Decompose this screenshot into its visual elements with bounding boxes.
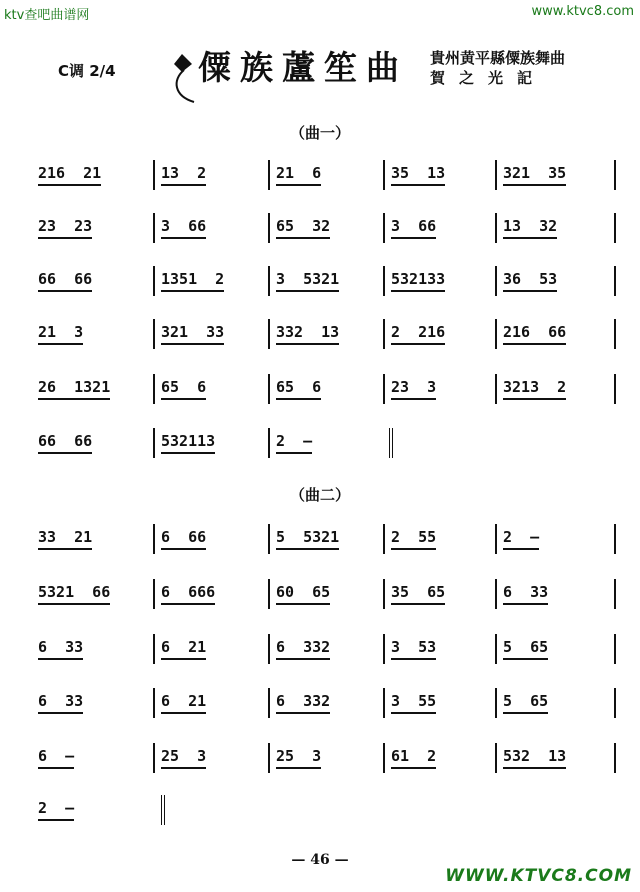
measure: 2 216 (383, 319, 496, 349)
measure: 216 66 (495, 319, 616, 349)
section-title: （曲一） (289, 124, 350, 142)
measure: 13 32 (495, 213, 616, 243)
source-transcriber: 賀之光記 (430, 69, 547, 87)
score-title: 僳族蘆笙曲 (198, 48, 408, 87)
measure: 532 13 (495, 743, 616, 773)
site-watermark-top-left: ktv查吧曲谱网 (4, 8, 90, 23)
measure: 25 3 (268, 743, 381, 773)
measure: 3 5321 (268, 266, 381, 296)
measure: 6 666 (153, 579, 266, 609)
measure: 332 13 (268, 319, 381, 349)
measure: 6 — (38, 743, 153, 773)
measure: 61 2 (383, 743, 496, 773)
measure: 6 66 (153, 524, 266, 554)
measure: 3 66 (153, 213, 266, 243)
site-watermark-top-right: www.ktvc8.com (531, 4, 634, 19)
measure: 21 3 (38, 319, 153, 349)
measure: 60 65 (268, 579, 381, 609)
measure: 5 65 (495, 634, 616, 664)
measure: 6 33 (495, 579, 616, 609)
measure: 532113 (153, 428, 266, 458)
measure: 65 32 (268, 213, 381, 243)
measure: 6 332 (268, 634, 381, 664)
measure: 35 13 (383, 160, 496, 190)
measure: 25 3 (153, 743, 266, 773)
measure: 2 55 (383, 524, 496, 554)
measure: 13 2 (153, 160, 266, 190)
title-flourish-icon (168, 50, 198, 110)
measure: 65 6 (153, 374, 266, 404)
measure: 3 66 (383, 213, 496, 243)
measure: 3 55 (383, 688, 496, 718)
measure: 3213 2 (495, 374, 616, 404)
measure: 2 — (495, 524, 616, 554)
site-watermark-bottom-right: WWW.KTVC8.COM (445, 866, 632, 886)
measure: 3 53 (383, 634, 496, 664)
measure: 23 3 (383, 374, 496, 404)
measure: 26 1321 (38, 374, 153, 404)
measure: 1351 2 (153, 266, 266, 296)
page-number: — 46 — (291, 852, 349, 868)
key-signature: C调 2/4 (58, 62, 116, 80)
measure: 321 33 (153, 319, 266, 349)
measure: 35 65 (383, 579, 496, 609)
measure-final: 2 — (38, 795, 165, 825)
measure: 6 33 (38, 688, 153, 718)
measure: 532133 (383, 266, 496, 296)
measure: 5 5321 (268, 524, 381, 554)
measure: 6 33 (38, 634, 153, 664)
measure: 36 53 (495, 266, 616, 296)
measure: 6 332 (268, 688, 381, 718)
measure: 65 6 (268, 374, 381, 404)
measure: 5321 66 (38, 579, 153, 609)
source-origin: 貴州黄平縣僳族舞曲 (430, 49, 566, 67)
measure: 33 21 (38, 524, 153, 554)
measure: 6 21 (153, 688, 266, 718)
measure: 21 6 (268, 160, 381, 190)
score-source (430, 48, 565, 88)
measure-final: 2 — (268, 428, 393, 458)
measure: 66 66 (38, 428, 153, 458)
measure: 66 66 (38, 266, 153, 296)
measure: 5 65 (495, 688, 616, 718)
measure: 23 23 (38, 213, 153, 243)
measure: 321 35 (495, 160, 616, 190)
measure: 216 21 (38, 160, 153, 190)
measure: 6 21 (153, 634, 266, 664)
section-title: （曲二） (289, 486, 350, 504)
